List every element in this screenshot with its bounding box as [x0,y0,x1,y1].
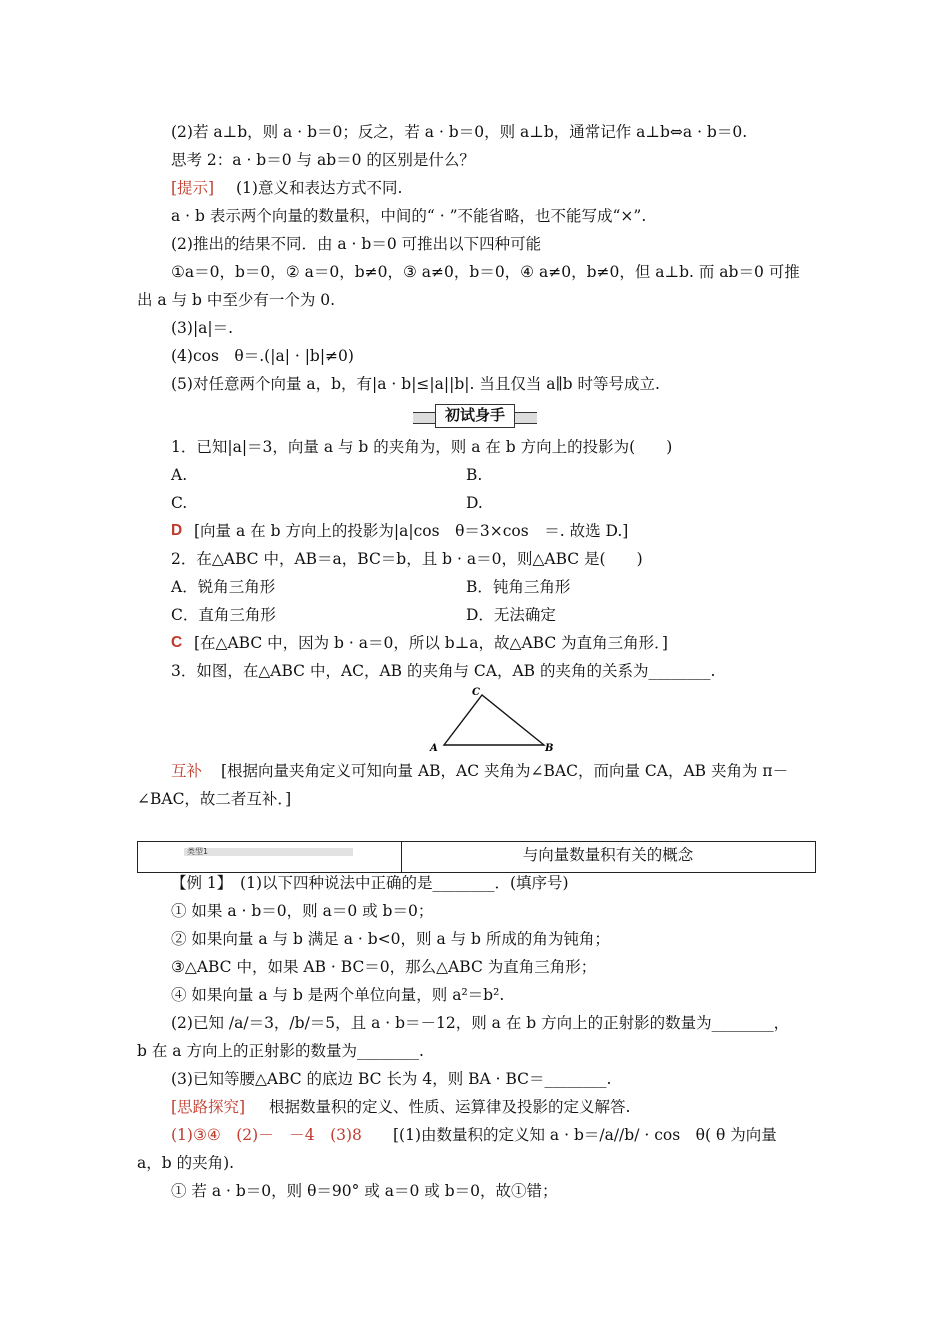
text-line: a · b 表示两个向量的数量积，中间的“ · ”不能省略，也不能写成“×”. [171,207,647,225]
type-tag: 类型1 [184,848,353,856]
text-line: 思考 2：a · b＝0 与 ab＝0 的区别是什么？ [171,151,475,169]
vertex-label-c: C [472,687,480,698]
text-line: 出 a 与 b 中至少有一个为 0. [137,291,336,309]
text-line: b 在 a 方向上的正射影的数量为________. [137,1042,424,1060]
text-line: (5)对任意两个向量 a，b，有|a · b|≤|a||b|. 当且仅当 a∥b 时等号成立. [171,375,660,393]
answer-label: 互补 [171,762,203,780]
option-d: D. [466,494,483,512]
answer-label: (1)③④ (2)－ －4 (3)8 [171,1126,362,1144]
answer-explanation: [向量 a 在 b 方向上的投影为|a|cos θ＝3×cos ＝. 故选 D.] [194,522,629,540]
vertex-label-a: A [430,743,438,754]
text-line: (2)若 a⊥b，则 a · b＝0；反之，若 a · b＝0，则 a⊥b，通常记作 a⊥b⇔a · b＝0. [171,123,748,141]
question-3: 3．如图，在△ABC 中，AC，AB 的夹角与 CA，AB 的夹角的关系为________. [171,662,716,680]
text-line: (2)已知 /a/＝3，/b/＝5，且 a · b＝－12，则 a 在 b 方向上的正射影的数量为________， [171,1014,790,1032]
text-line: (3)|a|＝. [171,319,234,337]
text-line: ① 若 a · b＝0，则 θ＝90° 或 a＝0 或 b＝0，故①错； [171,1182,558,1200]
section-banner [413,404,537,426]
text-line: ① 如果 a · b＝0，则 a＝0 或 b＝0； [171,902,434,920]
triangle-figure [425,684,565,754]
type-tag-cell [138,842,402,872]
answer-explanation: [(1)由数量积的定义知 a · b＝/a//b/ · cos θ( θ 为向量 [393,1126,777,1144]
banner-label: 初试身手 [435,404,515,428]
text-line: ∠BAC，故二者互补．] [137,790,292,808]
text-line: (4)cos θ＝.(|a| · |b|≠0) [171,347,354,365]
text-line: (1)意义和表达方式不同. [236,179,403,197]
vertex-label-b: B [545,743,554,754]
text-line: ①a＝0，b＝0，② a＝0，b≠0，③ a≠0，b＝0，④ a≠0，b≠0，但 a⊥b. 而 ab＝0 可推 [171,263,800,281]
thinking-label: [思路探究] [171,1098,246,1116]
text-line: ④ 如果向量 a 与 b 是两个单位向量，则 a²＝b². [171,986,505,1004]
option-a: A. [171,466,188,484]
type-title: 与向量数量积有关的概念 [522,846,694,864]
question-2: 2．在△ABC 中，AB＝a，BC＝b，且 b · a＝0，则△ABC 是( ) [171,550,643,568]
answer-label: D [171,522,183,539]
triangle-shape [444,695,544,745]
option-a: A．锐角三角形 [171,578,276,596]
question-1: 1．已知|a|＝3，向量 a 与 b 的夹角为，则 a 在 b 方向上的投影为( ) [171,438,673,456]
option-b: B. [466,466,483,484]
answer-label: C [171,634,183,651]
answer-explanation: [根据向量夹角定义可知向量 AB，AC 夹角为∠BAC，而向量 CA，AB 夹角为 π－ [221,762,789,780]
option-c: C. [171,494,188,512]
text-line: a，b 的夹角). [137,1154,235,1172]
option-d: D．无法确定 [466,606,556,624]
hint-label: [提示] [171,179,215,197]
option-b: B．钝角三角形 [466,578,571,596]
type-header-box [137,841,816,873]
text-line: 根据数量积的定义、性质、运算律及投影的定义解答. [269,1098,631,1116]
text-line: ③△ABC 中，如果 AB · BC＝0，那么△ABC 为直角三角形； [171,958,597,976]
text-line: (2)推出的结果不同．由 a · b＝0 可推出以下四种可能 [171,235,542,253]
example-1: 【例 1】 (1)以下四种说法中正确的是________．(填序号) [171,874,569,892]
text-line: (3)已知等腰△ABC 的底边 BC 长为 4，则 BA · BC＝________. [171,1070,612,1088]
option-c: C．直角三角形 [171,606,276,624]
text-line: ② 如果向量 a 与 b 满足 a · b<0，则 a 与 b 所成的角为钝角； [171,930,610,948]
answer-explanation: [在△ABC 中，因为 b · a＝0，所以 b⊥a，故△ABC 为直角三角形．] [194,634,668,652]
